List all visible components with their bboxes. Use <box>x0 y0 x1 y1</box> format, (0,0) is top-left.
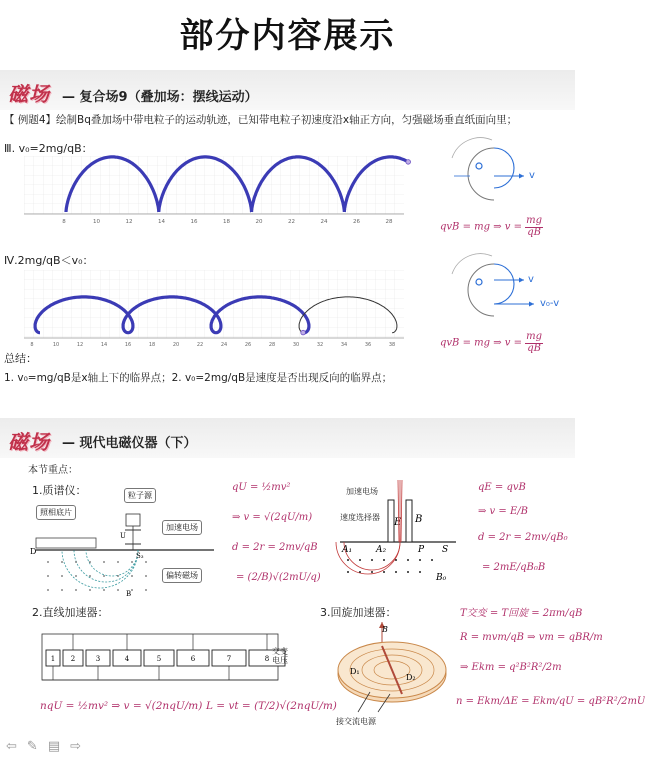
drift-tube-number: 1 <box>50 655 56 663</box>
svg-text:D: D <box>30 547 37 556</box>
particle-marker <box>406 160 411 165</box>
menu-icon[interactable]: ▤ <box>47 739 71 754</box>
drift-tube-number: 3 <box>95 655 101 663</box>
film-label: 照相底片 <box>36 505 76 520</box>
vs-formula-1: qE = qvB <box>478 482 526 493</box>
x-tick-label: 26 <box>244 342 252 348</box>
formula-2 <box>440 332 543 354</box>
cyc-formula-3: ⇒ Ekm = q²B²R²/2m <box>460 662 562 673</box>
field-dots <box>47 561 147 591</box>
formula-2-lhs: qvB = mg ⇒ v = <box>440 337 526 349</box>
x-tick-label: 36 <box>364 342 372 348</box>
vs-formula-4: = 2mE/qB₀B <box>482 562 546 573</box>
item2-label: 2.直线加速器： <box>32 606 109 619</box>
ms-formula-1: qU = ½mv² <box>232 482 291 493</box>
svg-text:P: P <box>418 545 425 555</box>
particle-source-label: 粒子源 <box>124 488 156 503</box>
drift-tube-number: 8 <box>264 655 270 663</box>
linac-formula-2: L = vt = (T/2)√(2nqU/m) <box>206 700 337 712</box>
x-tick-labels-2 <box>30 342 395 348</box>
section1-logo: 磁场 <box>8 82 50 106</box>
item3-label: 3.回旋加速器： <box>320 606 397 619</box>
cyclotron-diagram <box>330 622 460 718</box>
svg-text:A₁: A₁ <box>342 545 353 555</box>
vs-formula-2: ⇒ v = E/B <box>478 506 528 517</box>
formula-1-den: qB <box>527 226 541 238</box>
ms-formula-2: ⇒ v = √(2qU/m) <box>232 512 313 523</box>
back-arrow-icon[interactable]: ⇦ <box>6 739 27 754</box>
drift-tube-number: 4 <box>124 655 130 663</box>
x-tick-label: 14 <box>100 342 108 348</box>
section1-title: — 复合场9（叠加场：摆线运动） <box>62 90 258 105</box>
x-tick-label: 18 <box>148 342 156 348</box>
formula-2-den: qB <box>527 342 541 354</box>
ms-formula-3: d = 2r = 2mv/qB <box>232 542 318 553</box>
section2-logo: 磁场 <box>8 430 50 454</box>
x-tick-label: 16 <box>124 342 132 348</box>
drift-tube-number: 7 <box>226 655 232 663</box>
formula-1-lhs: qvB = mg ⇒ v = <box>440 221 526 233</box>
accel-field-label: 加速电场 <box>162 520 202 535</box>
diagram2-v0-label: v₀-v <box>540 298 560 309</box>
looped-cycloid-plot <box>24 270 404 348</box>
x-tick-label: 28 <box>268 342 276 348</box>
x-tick-label: 28 <box>385 219 393 225</box>
svg-text:B: B <box>382 625 388 634</box>
x-tick-label: 10 <box>52 342 60 348</box>
key-points-label: 本节重点： <box>28 465 78 476</box>
slide-nav <box>6 739 91 754</box>
cyc-formula-4: n = Ekm/ΔE = Ekm/qU = qB²R²/2mU <box>456 696 645 707</box>
x-tick-label: 14 <box>158 219 165 225</box>
svg-text:A₂: A₂ <box>376 545 387 555</box>
ac-source-label: 接交流电源 <box>336 717 376 726</box>
drift-tube-number: 5 <box>156 655 162 663</box>
x-tick-label: 12 <box>125 219 133 225</box>
particle-source-box <box>126 514 140 526</box>
svg-text:D₁: D₁ <box>350 667 360 676</box>
vs-formula-3: d = 2r = 2mv/qB₀ <box>478 532 568 543</box>
drift-tube-number: 6 <box>190 655 196 663</box>
svg-text:B: B <box>415 514 423 525</box>
cyc-formula-2: R = mvm/qB ⇒ vm = qBR/m <box>460 632 603 643</box>
example-text: 【 例题4】绘制Bq叠加场中带电粒子的运动轨迹，已知带电粒子初速度沿x轴正方向，匀强磁场垂直纸面向里； <box>4 114 518 126</box>
particle-circle <box>476 163 482 169</box>
x-tick-label: 22 <box>196 342 204 348</box>
x-tick-label: 38 <box>388 342 396 348</box>
x-tick-label: 24 <box>320 219 328 225</box>
page-title: 部分内容展示 <box>179 16 396 56</box>
x-tick-label: 12 <box>76 342 84 348</box>
x-tick-label: 30 <box>292 342 300 348</box>
svg-text:B₀: B₀ <box>436 573 447 583</box>
formula-1-num: mg <box>526 215 543 226</box>
field-dots-2 <box>347 559 433 573</box>
svg-text:U: U <box>120 532 126 540</box>
forward-arrow-icon[interactable]: ⇨ <box>70 739 92 754</box>
x-tick-label: 20 <box>255 219 263 225</box>
velocity-selector-label: 速度选择器 <box>340 513 380 522</box>
x-tick-label: 8 <box>62 219 66 225</box>
trajectory-arcs <box>62 550 138 588</box>
pen-icon[interactable]: ✎ <box>26 739 48 754</box>
linac-tubes <box>46 634 285 680</box>
formula-1 <box>440 216 543 238</box>
accel-field-label-2: 加速电场 <box>346 487 378 496</box>
x-tick-label: 20 <box>172 342 180 348</box>
x-tick-labels <box>62 219 393 225</box>
formula-2-num: mg <box>526 331 543 342</box>
x-tick-label: 34 <box>340 342 348 348</box>
x-tick-label: 24 <box>220 342 228 348</box>
x-tick-label: 8 <box>30 342 34 348</box>
svg-text:E: E <box>394 517 402 528</box>
plot-grid-2 <box>24 270 404 338</box>
film-plate <box>36 538 96 548</box>
x-tick-label: 10 <box>93 219 100 225</box>
x-tick-label: 18 <box>223 219 230 225</box>
diagram2-v-label: v <box>528 274 534 285</box>
linear-accelerator-diagram <box>36 626 296 684</box>
ms-formula-4: = (2/B)√(2mU/q) <box>236 572 321 583</box>
svg-text:B: B <box>126 590 132 598</box>
case4-label: Ⅳ.2mg/qB＜v₀： <box>4 254 94 267</box>
cyc-formula-1: T交变 = T回旋 = 2πm/qB <box>460 608 583 619</box>
plot-grid <box>24 156 404 214</box>
svg-text:S₃: S₃ <box>136 552 144 560</box>
x-tick-label: 22 <box>288 219 295 225</box>
drift-tube-number: 2 <box>70 655 76 663</box>
x-tick-label: 26 <box>353 219 360 225</box>
ac-power-label: 交变电压 <box>272 647 288 665</box>
x-tick-label: 32 <box>316 342 324 348</box>
velocity-diagram-2 <box>448 254 548 328</box>
deflect-field-label: 偏转磁场 <box>162 568 202 583</box>
summary-label: 总结： <box>4 352 37 365</box>
x-tick-label: 16 <box>190 219 198 225</box>
svg-text:S: S <box>442 545 449 555</box>
item1-label: 1.质谱仪： <box>32 484 87 497</box>
case3-label: Ⅲ. v₀=2mg/qB： <box>4 142 93 155</box>
svg-text:D₂: D₂ <box>406 673 416 682</box>
diagram1-v-label: v <box>529 170 535 181</box>
linac-formula-1: nqU = ½mv² ⇒ v = √(2nqU/m) <box>40 700 203 712</box>
section2-title: — 现代电磁仪器（下） <box>62 436 197 451</box>
cycloid-plot <box>24 156 404 226</box>
particle-marker-2 <box>301 330 306 335</box>
summary-text: 1. v₀=mg/qB是x轴上下的临界点；2. v₀=2mg/qB是速度是否出现反向的临界点； <box>4 372 393 384</box>
